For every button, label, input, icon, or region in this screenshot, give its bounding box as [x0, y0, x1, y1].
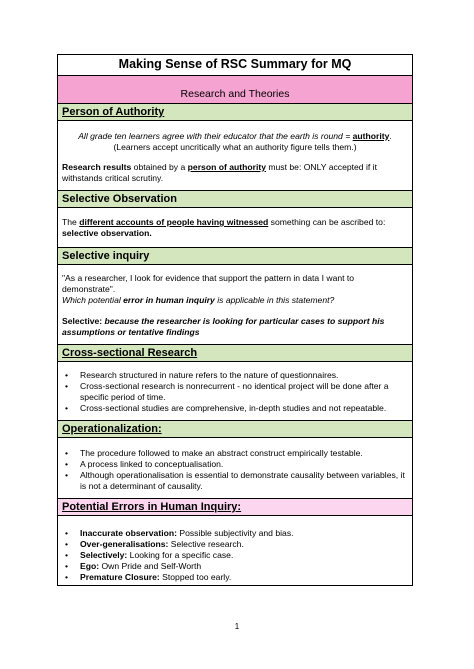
- inquiry-question-text-1: Which potential: [62, 295, 124, 305]
- bullet: •: [65, 572, 69, 582]
- person-of-authority-term: person of authority: [187, 162, 266, 172]
- list-item: [62, 381, 408, 403]
- error-term: error in human inquiry: [123, 295, 215, 305]
- authority-example: [62, 131, 408, 153]
- observation-text-2: something can be ascribed to:: [268, 217, 386, 227]
- bullet: •: [65, 381, 69, 391]
- authority-header: [58, 103, 412, 120]
- cross-list: [62, 370, 408, 414]
- error-term-label: Inaccurate observation:: [80, 528, 177, 538]
- list-item: [62, 459, 408, 470]
- observation-body: [58, 207, 412, 247]
- oper-list: [62, 448, 408, 492]
- inquiry-header-text: Selective inquiry: [62, 250, 150, 262]
- error-desc: Looking for a specific case.: [127, 550, 234, 560]
- observation-text-1: The: [62, 217, 80, 227]
- list-item: [62, 539, 408, 550]
- research-results-term: Research results: [62, 162, 132, 172]
- bullet: •: [65, 550, 69, 560]
- bullet: •: [65, 459, 69, 469]
- section-subtitle: Research and Theories: [58, 75, 412, 103]
- oper-body: [58, 437, 412, 498]
- page-number: 1: [234, 622, 240, 631]
- bullet: •: [65, 539, 69, 549]
- error-term-label: Premature Closure:: [80, 572, 160, 582]
- observation-header-text: Selective Observation: [62, 193, 177, 205]
- errors-list: [62, 528, 408, 583]
- oper-item-text: Although operationalisation is essential to demonstrate causality between variables, it is not a determinant of causality.: [80, 470, 405, 491]
- inquiry-answer: [62, 316, 408, 338]
- summary-table: [57, 54, 413, 586]
- error-term-label: Ego:: [80, 561, 100, 571]
- list-item: [62, 528, 408, 539]
- errors-header: [58, 498, 412, 515]
- authority-period: .: [389, 131, 392, 141]
- inquiry-question: [62, 273, 408, 306]
- document-title: Making Sense of RSC Summary for MQ: [58, 55, 412, 75]
- bullet: •: [65, 561, 69, 571]
- selective-term: Selective:: [62, 316, 103, 326]
- error-desc: Own Pride and Self-Worth: [99, 561, 202, 571]
- authority-body: [58, 120, 412, 190]
- oper-header: [58, 420, 412, 437]
- inquiry-header: [58, 247, 412, 264]
- cross-header-text: Cross-sectional Research: [62, 347, 198, 359]
- cross-body: [58, 361, 412, 420]
- cross-header: [58, 344, 412, 361]
- authority-term: authority: [352, 131, 390, 141]
- observation-header: [58, 190, 412, 207]
- inquiry-body: [58, 264, 412, 344]
- oper-header-text: Operationalization:: [62, 423, 162, 435]
- error-desc: Stopped too early.: [159, 572, 232, 582]
- error-term-label: Selectively:: [80, 550, 128, 560]
- inquiry-question-text-2: is applicable in this statement?: [214, 295, 335, 305]
- inquiry-quote: "As a researcher, I look for evidence that support the pattern in data I want to demonstrate".: [62, 273, 355, 294]
- error-desc: Selective research.: [168, 539, 244, 549]
- list-item: [62, 572, 408, 583]
- bullet: •: [65, 470, 69, 480]
- oper-item-text: A process linked to conceptualisation.: [80, 459, 224, 469]
- error-desc: Possible subjectivity and bias.: [176, 528, 294, 538]
- cross-item-text: Cross-sectional research is nonrecurrent - no identical project will be done after a specific period of time.: [80, 381, 389, 402]
- oper-item-text: The procedure followed to make an abstract construct empirically testable.: [80, 448, 363, 458]
- authority-results: [62, 162, 408, 184]
- list-item: [62, 561, 408, 572]
- cross-item-text: Research structured in nature refers to the nature of questionnaires.: [80, 370, 339, 380]
- list-item: [62, 403, 408, 414]
- cross-item-text: Cross-sectional studies are comprehensive, in-depth studies and not repeatable.: [80, 403, 387, 413]
- errors-header-text: Potential Errors in Human Inquiry:: [62, 501, 242, 513]
- error-term-label: Over-generalisations:: [80, 539, 169, 549]
- authority-header-text: Person of Authority: [62, 106, 165, 118]
- authority-results-text-2: must be: ONLY accepted if it withstands critical scrutiny.: [62, 162, 377, 183]
- selective-observation-term: selective observation.: [62, 228, 152, 238]
- bullet: •: [65, 370, 69, 380]
- authority-results-text-1: obtained by a: [131, 162, 188, 172]
- list-item: [62, 448, 408, 459]
- authority-explanation: (Learners accept uncritically what an authority figure tells them.): [113, 142, 357, 152]
- list-item: [62, 470, 408, 492]
- bullet: •: [65, 528, 69, 538]
- summary-page: [57, 54, 413, 586]
- bullet: •: [65, 448, 69, 458]
- authority-example-text: All grade ten learners agree with their educator that the earth is round =: [78, 131, 353, 141]
- inquiry-answer-text: because the researcher is looking for particular cases to support his assumptions or tentative findings: [62, 316, 385, 337]
- observation-text: [62, 217, 408, 239]
- list-item: [62, 370, 408, 381]
- errors-body: [58, 515, 412, 585]
- witness-term: different accounts of people having witnessed: [79, 217, 269, 227]
- bullet: •: [65, 403, 69, 413]
- list-item: [62, 550, 408, 561]
